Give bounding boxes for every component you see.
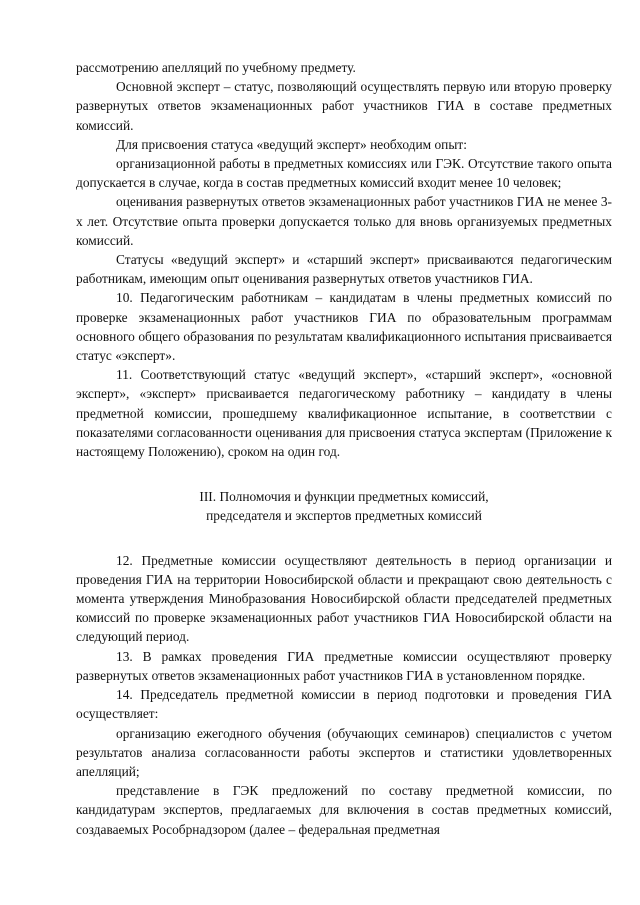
paragraph-statuses-assigned: Статусы «ведущий эксперт» и «старший эксперт» присваиваются педагогическим работникам, имеющим опыт оценивания развернутых ответов участников ГИА.: [76, 252, 612, 287]
paragraph-commission-proposals: представление в ГЭК предложений по составу предметной комиссии, по кандидатурам экспертов, предлагаемых для включения в состав предметных комиссий, создаваемых Рособрнадзором (далее – федеральная предметная: [76, 783, 612, 837]
paragraph-item-13: 13. В рамках проведения ГИА предметные комиссии осуществляют проверку развернутых ответов экзаменационных работ участников ГИА в установленном порядке.: [76, 648, 612, 683]
paragraph-grading-experience: оценивания развернутых ответов экзаменационных работ участников ГИА не менее 3-х лет. Отсутствие опыта проверки допускается только для вновь организуемых предметных комиссий.: [76, 194, 612, 248]
section-heading: [76, 487, 612, 525]
paragraph-item-10: 10. Педагогическим работникам – кандидатам в члены предметных комиссий по проверке экзаменационных работ участников ГИА по образовательным программам основного общего образования по результатам квалификационного испытания присваивается статус «эксперт».: [76, 290, 612, 364]
paragraph-main-expert-definition: Основной эксперт – статус, позволяющий осуществлять первую или вторую проверку развернутых ответов экзаменационных работ участников ГИА в составе предметных комиссий.: [76, 79, 612, 133]
section-heading-line-2: председателя и экспертов предметных комиссий: [206, 508, 482, 524]
paragraph-lead-expert-intro: Для присвоения статуса «ведущий эксперт» необходим опыт:: [116, 136, 467, 152]
paragraph-continuation: рассмотрению апелляций по учебному предмету.: [76, 60, 356, 75]
document-page: [76, 58, 612, 839]
paragraph-organizational-experience: организационной работы в предметных комиссиях или ГЭК. Отсутствие такого опыта допускается в случае, когда в состав предметных комиссий входит менее 10 человек;: [76, 156, 612, 191]
paragraph-training-organization: организацию ежегодного обучения (обучающих семинаров) специалистов с учетом результатов анализа согласованности работы экспертов и статистики удовлетворенных апелляций;: [76, 725, 612, 779]
paragraph-item-11: 11. Соответствующий статус «ведущий эксперт», «старший эксперт», «основной эксперт», «эксперт» присваивается педагогическому работнику – кандидату в члены предметной комиссии, прошедшему квалификационное испытание, в соответствии с показателями согласованности оценивания для присвоения статуса экспертам (Приложение к настоящему Положению), сроком на один год.: [76, 367, 612, 460]
paragraph-item-12: 12. Предметные комиссии осуществляют деятельность в период организации и проведения ГИА на территории Новосибирской области и прекращают свою деятельность с момента утверждения Минобразования Новосибирской области председателей предметных комиссий по проверке экзаменационных работ участников ГИА Новосибирской области на следующий период.: [76, 552, 612, 645]
paragraph-item-14: 14. Председатель предметной комиссии в период подготовки и проведения ГИА осуществляет:: [76, 687, 612, 722]
section-heading-line-1: III. Полномочия и функции предметных комиссий,: [199, 489, 489, 505]
